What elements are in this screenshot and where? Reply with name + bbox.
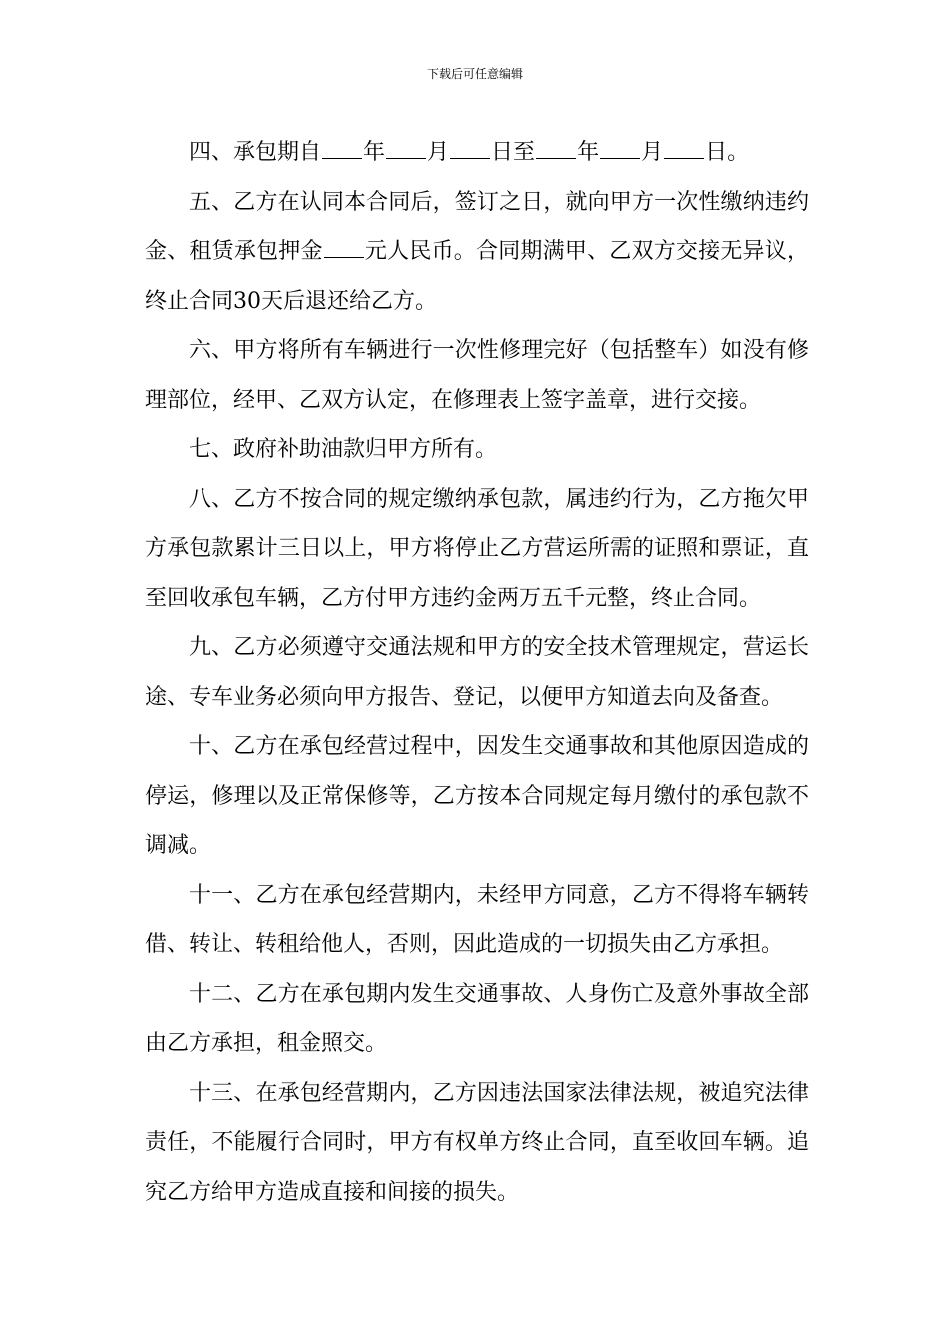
blank-end-month: [600, 138, 640, 159]
clause-5-text: 元人民币。合同期满甲、乙双方交接无异议，终止合同30天后退还给乙方。: [145, 239, 809, 314]
clause-4-text: 年: [363, 140, 386, 165]
clause-5: [145, 178, 809, 327]
clause-7: 七、政府补助油款归甲方所有。: [189, 437, 498, 462]
blank-end-year: [536, 138, 576, 159]
clause-13: 十三、在承包经营期内，乙方因违法国家法律法规，被追究法律责任，不能履行合同时，甲方有权单方终止合同，直至收回车辆。追究乙方给甲方造成直接和间接的损失。: [145, 1080, 809, 1205]
clause-4: [145, 128, 809, 178]
clause-9: 九、乙方必须遵守交通法规和甲方的安全技术管理规定，营运长途、专车业务必须向甲方报告、登记，以便甲方知道去向及备查。: [145, 635, 809, 710]
clause-11: 十一、乙方在承包经营期内，未经甲方同意，乙方不得将车辆转借、转让、转租给他人，否则，因此造成的一切损失由乙方承担。: [145, 882, 809, 957]
clause-6: 六、甲方将所有车辆进行一次性修理完好（包括整车）如没有修理部位，经甲、乙双方认定，在修理表上签字盖章，进行交接。: [145, 338, 809, 413]
blank-end-day: [664, 138, 704, 159]
clause-4-text: 日。: [705, 140, 750, 165]
clause-5-text: 五、乙方在认同本合同后，签订之日，就向甲方一次性缴纳违约金、租赁承包押金: [145, 189, 809, 264]
clause-12: 十二、乙方在承包期内发生交通事故、人身伤亡及意外事故全部由乙方承担，租金照交。: [145, 981, 809, 1056]
clause-8: 八、乙方不按合同的规定缴纳承包款，属违约行为，乙方拖欠甲方承包款累计三日以上，甲方将停止乙方营运所需的证照和票证，直至回收承包车辆，乙方付甲方违约金两万五千元整，终止合同。: [145, 486, 809, 611]
blank-start-year: [322, 138, 362, 159]
clause-4-text: 日至: [491, 140, 536, 165]
document-body: [145, 128, 809, 1217]
clause-4-text: 月: [641, 140, 664, 165]
blank-start-day: [450, 138, 490, 159]
page-header: 下载后可任意编辑: [426, 67, 523, 81]
clause-4-text: 年: [577, 140, 600, 165]
blank-deposit-amount: [324, 237, 364, 258]
blank-start-month: [386, 138, 426, 159]
clause-4-text: 四、承包期自: [189, 140, 322, 165]
clause-4-text: 月: [427, 140, 450, 165]
clause-10: 十、乙方在承包经营过程中，因发生交通事故和其他原因造成的停运，修理以及正常保修等，乙方按本合同规定每月缴付的承包款不调减。: [145, 734, 809, 858]
